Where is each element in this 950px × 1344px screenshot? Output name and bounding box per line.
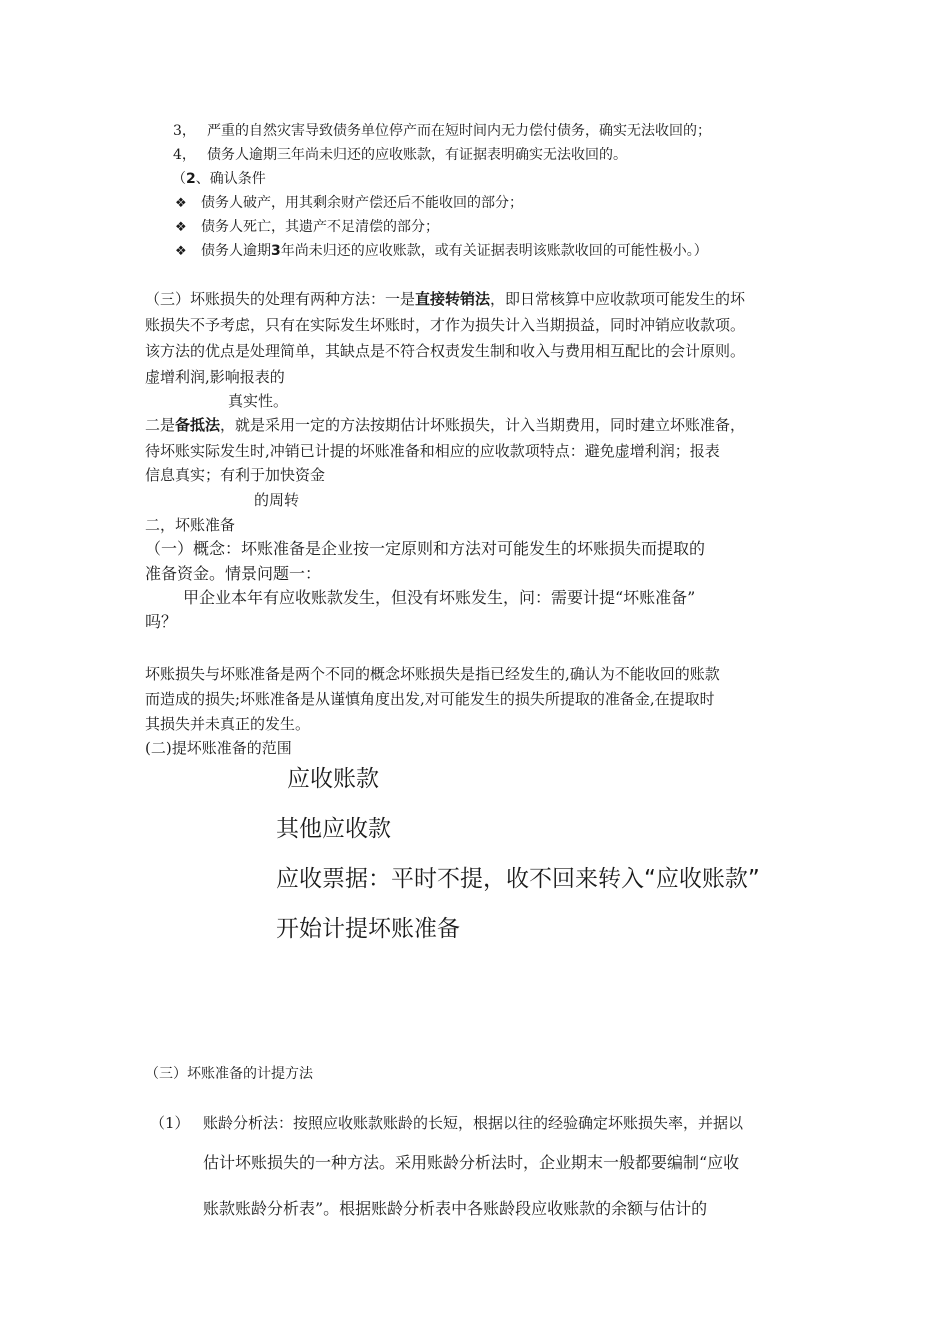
methods-line-3: 该方法的优点是处理简单，其缺点是不符合权责发生制和收入与费用相互配比的会计原则。 xyxy=(145,342,746,360)
method3-title: （三）坏账准备的计提方法 xyxy=(145,1066,313,1082)
confirm-title xyxy=(172,172,266,186)
method3-number: （1） xyxy=(150,1114,190,1132)
question-line-2: 吗？ xyxy=(145,612,178,631)
text: ，即日常核算中应收款项可能发生的坏 xyxy=(490,290,746,308)
concept-line-2: 准备资金。情景问题一： xyxy=(145,564,322,583)
diamond-bullet-icon: ❖ xyxy=(175,196,187,211)
list-text: 债务人逾期三年尚未归还的应收账款，有证据表明确实无法收回的。 xyxy=(207,147,627,163)
bullet-item-1 xyxy=(175,196,523,210)
list-item-3 xyxy=(173,124,711,138)
term-allowance-method: 备抵法 xyxy=(175,416,221,434)
diff-line-3: 其损失并未真正的发生。 xyxy=(145,715,311,733)
scope-item-1: 应收账款 xyxy=(287,766,379,792)
diff-line-2: 而造成的损失;坏账准备是从谨慎角度出发,对可能发生的损失所提取的准备金,在提取时 xyxy=(145,690,715,708)
diamond-bullet-icon: ❖ xyxy=(175,244,187,259)
methods-line-4: 虚增利润,影响报表的 xyxy=(145,368,285,386)
method3-line-1: 账龄分析法：按照应收账款账龄的长短，根据以往的经验确定坏账损失率，并据以 xyxy=(203,1114,744,1132)
bullet-text: 年尚未归还的应收账款，或有关证据表明该账款收回的可能性极小。） xyxy=(280,243,708,259)
title-text: 、确认条件 xyxy=(195,171,266,187)
concept-line-1: （一）概念：坏账准备是企业按一定原则和方法对可能发生的坏账损失而提取的 xyxy=(145,539,706,558)
scope-item-4: 开始计提坏账准备 xyxy=(276,916,460,942)
scope-title: (二)提坏账准备的范围 xyxy=(145,739,292,757)
text: （三）坏账损失的处理有两种方法：一是 xyxy=(145,290,416,308)
methods-line-7: 待坏账实际发生时,冲销已计提的坏账准备和相应的应收款项特点：避免虚增利润；报表 xyxy=(145,442,720,460)
text: ，就是采用一定的方法按期估计坏账损失，计入当期费用，同时建立坏账准备， xyxy=(220,416,746,434)
methods-line-1 xyxy=(145,292,745,307)
list-text: 严重的自然灾害导致债务单位停产而在短时间内无力偿付债务，确实无法收回的； xyxy=(207,123,711,139)
bullet-text: 债务人死亡，其遗产不足清偿的部分； xyxy=(201,219,439,235)
methods-line-2: 账损失不予考虑，只有在实际发生坏账时，才作为损失计入当期损益，同时冲销应收款项。 xyxy=(145,316,746,334)
method3-line-3: 账款账龄分析表”。根据账龄分析表中各账龄段应收账款的余额与估计的 xyxy=(203,1199,708,1218)
title-number: 2 xyxy=(186,171,196,187)
diamond-bullet-icon: ❖ xyxy=(175,220,187,235)
list-item-4 xyxy=(173,148,627,162)
scope-item-3: 应收票据：平时不提，收不回来转入“应收账款” xyxy=(276,866,760,892)
bullet-text: 债务人破产，用其剩余财产偿还后不能收回的部分； xyxy=(201,195,523,211)
text: 二是 xyxy=(145,416,176,434)
methods-line-8: 信息真实；有利于加快资金 xyxy=(145,466,326,484)
list-number: 3， xyxy=(173,123,196,139)
diff-line-1: 坏账损失与坏账准备是两个不同的概念坏账损失是指已经发生的,确认为不能收回的账款 xyxy=(145,665,720,683)
scope-item-2: 其他应收款 xyxy=(276,816,391,842)
bullet-text: 债务人逾期 xyxy=(201,243,271,259)
methods-line-5: 真实性。 xyxy=(228,392,289,410)
bullet-number: 3 xyxy=(271,243,281,259)
method3-line-2: 估计坏账损失的一种方法。采用账龄分析法时，企业期末一般都要编制“应收 xyxy=(203,1153,740,1172)
bullet-item-2 xyxy=(175,220,439,234)
methods-line-6 xyxy=(145,418,745,433)
bullet-item-3 xyxy=(175,244,708,258)
question-line-1: 甲企业本年有应收账款发生，但没有坏账发生，问：需要计提“坏账准备” xyxy=(183,588,696,607)
paren: （ xyxy=(172,171,186,187)
methods-line-9: 的周转 xyxy=(254,491,300,509)
term-direct-writeoff: 直接转销法 xyxy=(415,290,491,308)
list-number: 4， xyxy=(173,147,196,163)
section-heading: 二，坏账准备 xyxy=(145,516,236,534)
